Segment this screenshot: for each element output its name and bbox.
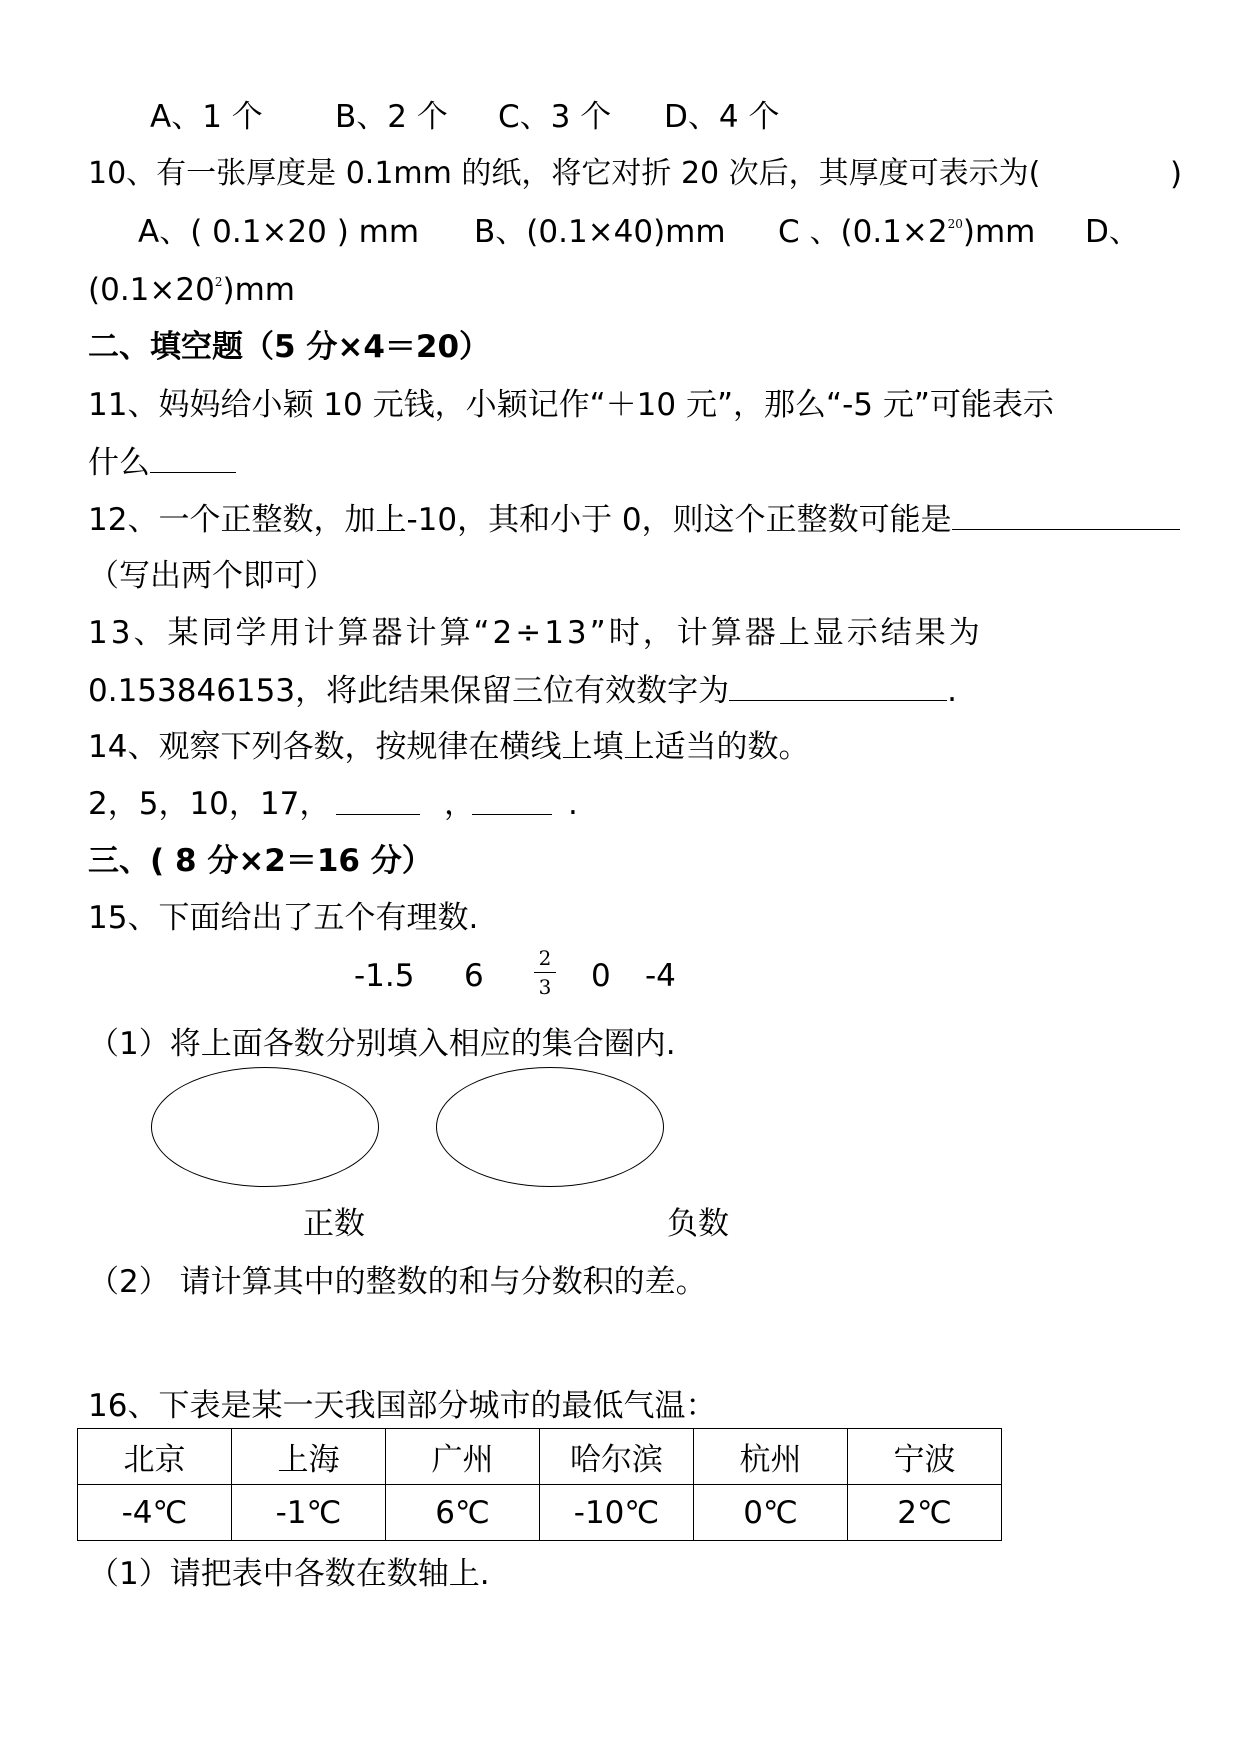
q14-line1: 14、观察下列各数，按规律在横线上填上适当的数。 [88,729,810,765]
q10-option-c-exponent: 20 [947,217,963,231]
q9-option-b: B、2 个 [335,99,448,135]
q14-blank-1[interactable] [336,784,420,825]
city-cell: 上海 [232,1429,386,1485]
q14-blank-2[interactable] [472,784,552,825]
q10-option-c-unit: )mm [962,214,1036,250]
q15-fraction-numerator: 2 [538,946,552,970]
q10-option-c-base: C 、(0.1×2 [778,214,948,250]
q14-answer-blank-2[interactable] [472,784,552,815]
q14-answer-blank-1[interactable] [336,784,420,815]
q15-stem: 15、下面给出了五个有理数. [88,900,479,936]
q13-period: . [947,673,957,709]
q15-number-1: -1.5 [354,958,415,994]
negative-set-label: 负数 [667,1206,729,1242]
q10-option-d-exponent: 2 [214,275,223,289]
q11-answer-blank[interactable] [150,442,236,473]
q15-number-2: 6 [464,958,484,994]
q15-part2: （2） 请计算其中的整数的和与分数积的差。 [88,1264,707,1300]
q15-number-3: 0 [591,958,611,994]
q12-line1 [88,499,1180,540]
temperature-cell: -1℃ [232,1485,386,1541]
city-cell: 宁波 [848,1429,1002,1485]
q16-part1: （1）请把表中各数在数轴上. [88,1556,490,1592]
temperature-cell: -10℃ [540,1485,694,1541]
section2-title: 二、填空题（5 分×4＝20） [88,329,491,365]
city-cell: 哈尔滨 [540,1429,694,1485]
q11-line1: 11、妈妈给小颖 10 元钱，小颖记作“＋10 元”，那么“-5 元”可能表示 [88,387,1054,423]
q13-prompt: 0.153846153，将此结果保留三位有效数字为 [88,673,730,709]
q15-part1: （1）将上面各数分别填入相应的集合圈内. [88,1026,676,1062]
city-row [78,1429,1002,1485]
positive-set-label: 正数 [303,1206,365,1242]
q12-prompt: 12、一个正整数，加上-10，其和小于 0，则这个正整数可能是 [88,502,952,538]
q15-fraction-denominator: 3 [538,975,552,999]
q10-option-b: B、(0.1×40)mm [474,214,726,250]
q14-given-terms: 2，5，10，17， [88,786,331,822]
q10-option-d-unit: )mm [222,272,295,308]
temperature-cell: 6℃ [386,1485,540,1541]
q14-sequence [88,784,330,824]
positive-set-circle[interactable] [151,1067,379,1187]
q15-number-4: -4 [645,958,676,994]
temperature-cell: 0℃ [694,1485,848,1541]
city-cell: 广州 [386,1429,540,1485]
q16-stem: 16、下表是某一天我国部分城市的最低气温： [88,1388,717,1424]
q10-option-d [88,270,295,310]
q10-option-d-label: D、 [1085,214,1140,250]
negative-set-circle[interactable] [436,1067,664,1187]
q11-prompt: 什么 [88,445,150,481]
q15-fraction [530,946,560,999]
q13-answer-blank[interactable] [729,670,947,701]
q10-answer-close: ) [1170,156,1183,192]
q10-option-c [778,212,1035,252]
city-cell: 北京 [78,1429,232,1485]
temperature-cell: -4℃ [78,1485,232,1541]
q14-period: . [568,786,578,822]
q11-line2 [88,442,236,483]
section3-title: 三、( 8 分×2＝16 分） [88,843,433,879]
q13-line2 [88,670,957,711]
temperature-table [77,1428,1002,1541]
q10-option-d-base: (0.1×20 [88,272,215,308]
q9-option-a: A、1 个 [150,99,263,135]
q9-option-c: C、3 个 [498,99,612,135]
q13-line1: 13、某同学用计算器计算“2÷13”时，计算器上显示结果为 [88,615,983,651]
q10-stem: 10、有一张厚度是 0.1mm 的纸，将它对折 20 次后，其厚度可表示为( [88,156,1041,191]
city-cell: 杭州 [694,1429,848,1485]
q12-answer-blank[interactable] [952,499,1180,530]
q9-option-d: D、4 个 [664,99,780,135]
temperature-row [78,1485,1002,1541]
q10-option-a: A、( 0.1×20 ) mm [138,214,420,250]
temperature-cell: 2℃ [848,1485,1002,1541]
q15-fraction-bar [534,972,556,973]
q12-line2: （写出两个即可） [88,558,336,594]
q14-separator: ， [444,786,475,822]
